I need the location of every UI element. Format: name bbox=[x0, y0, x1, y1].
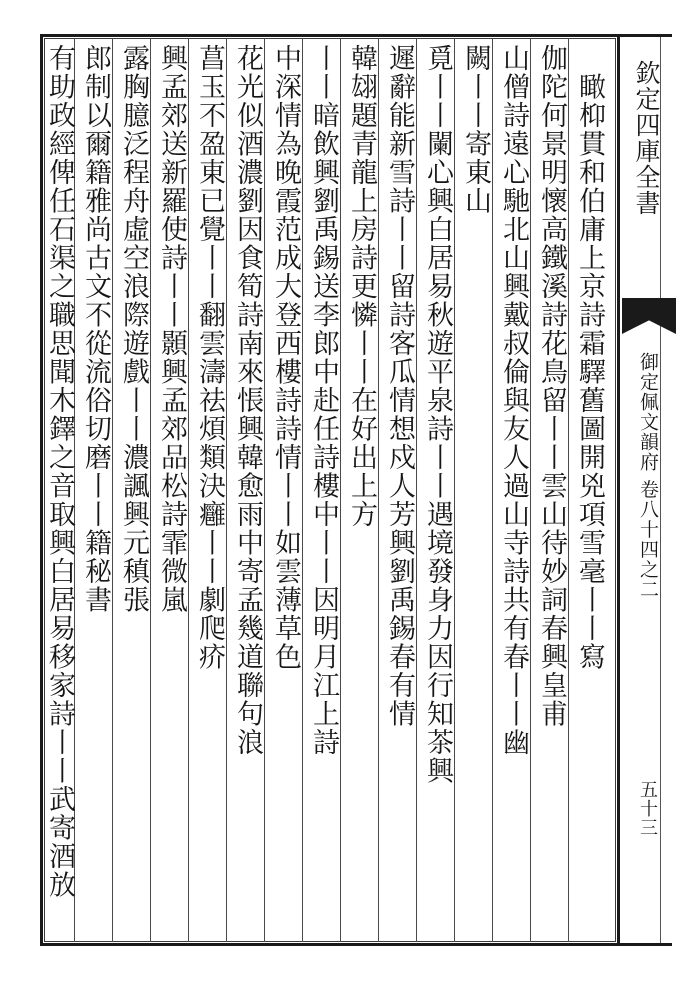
column-rule bbox=[378, 38, 379, 942]
text-column: 興孟郊送新羅使詩丨丨顥興孟郊品松詩霏微嵐 bbox=[156, 44, 187, 614]
text-column: 中深情為晚霞范成大登西樓詩詩情丨丨如雲薄草色 bbox=[270, 44, 301, 671]
text-column: 瞰枊貫和伯庸上京詩霜驛舊圖開兇項雪毫丨丨寫 bbox=[574, 44, 605, 671]
column-rule bbox=[226, 38, 227, 942]
column-rule bbox=[416, 38, 417, 942]
column-rule bbox=[530, 38, 531, 942]
text-column: 郎制以爾籍雅尚古文不從流俗切磨丨丨籍秘書 bbox=[80, 44, 111, 614]
column-rule bbox=[340, 38, 341, 942]
column-rule bbox=[150, 38, 151, 942]
collection-title: 欽定四庫全書 bbox=[632, 60, 661, 216]
column-rule bbox=[302, 38, 303, 942]
column-rule bbox=[264, 38, 265, 942]
column-rule bbox=[112, 38, 113, 942]
text-column: 露胸臆泛程舟虛空浪際遊戲丨丨濃諷興元稹張 bbox=[118, 44, 149, 614]
volume-label: 御定佩文韻府 卷八十四之二 bbox=[637, 352, 659, 600]
text-column: 覓丨丨闌心興白居易秋遊平泉詩丨丨遇境發身力因行知茶興 bbox=[422, 44, 453, 785]
text-column: 伽陀何景明懷高鐵溪詩花鳥留丨丨雲山待妙詞春興皇甫 bbox=[536, 44, 567, 728]
text-column: 闕丨丨寄東山 bbox=[460, 44, 491, 215]
text-column: 山僧詩遠心馳北山興戴叔倫與友人過山寺詩共有春丨丨幽 bbox=[498, 44, 529, 757]
column-rule bbox=[492, 38, 493, 942]
text-column: 有助政經俾任石渠之職思聞木鐸之音取興白居易移家詩丨丨武寄酒放 bbox=[44, 44, 75, 899]
text-column: 遲辭能新雪詩丨丨留詩客瓜情想戍人芳興劉禹錫春有情 bbox=[384, 44, 415, 728]
text-column: 菖玉不盈東已覺丨丨翻雲濤祛煩類決癰丨丨劇爬疥 bbox=[194, 44, 225, 671]
column-rule bbox=[454, 38, 455, 942]
page-number: 五十三 bbox=[637, 780, 658, 837]
column-rule bbox=[188, 38, 189, 942]
text-column: 花光似酒濃劉因食筍詩南來悵興韓愈雨中寄孟幾道聯句浪 bbox=[232, 44, 263, 757]
text-column: 韓翃題青龍上房詩更憐丨丨在好出上方 bbox=[346, 44, 377, 529]
column-rule bbox=[568, 38, 569, 942]
text-column: 丨丨暗飲興劉禹錫送李郎中赴任詩樓中丨丨因明月江上詩 bbox=[308, 44, 339, 757]
